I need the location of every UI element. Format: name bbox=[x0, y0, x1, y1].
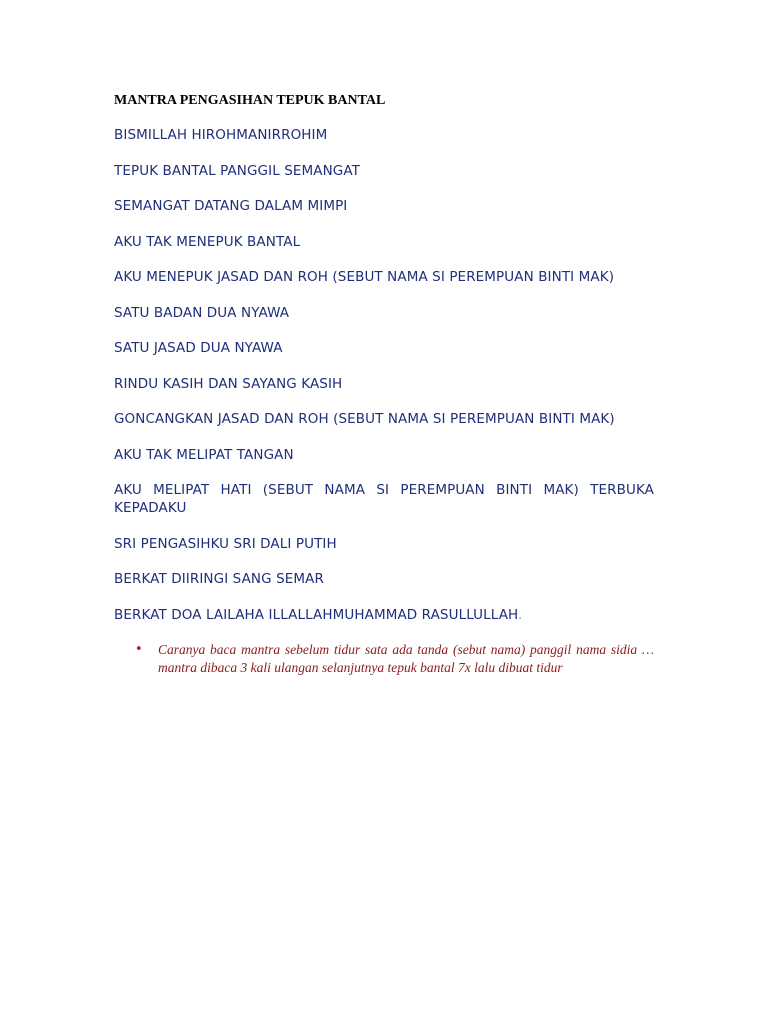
mantra-line: GONCANGKAN JASAD DAN ROH (SEBUT NAMA SI PEREMPUAN BINTI MAK) bbox=[114, 411, 615, 427]
mantra-line: TEPUK BANTAL PANGGIL SEMANGAT bbox=[114, 162, 360, 179]
mantra-line: SEMANGAT DATANG DALAM MIMPI bbox=[114, 198, 348, 214]
mantra-line: AKU TAK MENEPUK BANTAL bbox=[114, 233, 301, 250]
instruction-text: Caranya baca mantra sebelum tidur sata ada tanda (sebut nama) panggil nama sidia …mantra dibaca 3 kali ulangan selanjutnya tepuk bantal 7x lalu dibuat tidur bbox=[158, 642, 654, 675]
document-title: MANTRA PENGASIHAN TEPUK BANTAL bbox=[114, 93, 386, 108]
mantra-line: BERKAT DIIRINGI SANG SEMAR bbox=[114, 571, 324, 587]
instruction-item bbox=[135, 641, 654, 677]
mantra-line: AKU MELIPAT HATI (SEBUT NAMA SI PEREMPUAN BINTI MAK) TERBUKA KEPADAKU bbox=[114, 482, 654, 516]
mantra-line: AKU TAK MELIPAT TANGAN bbox=[114, 446, 294, 463]
mantra-last-line bbox=[114, 606, 654, 624]
instruction-list bbox=[114, 641, 654, 677]
last-line-rest: AT DOA LAILAHA ILLALLAHMUHAMMAD RASULLULLAH bbox=[150, 606, 519, 623]
mantra-line: SATU BADAN DUA NYAWA bbox=[114, 304, 290, 321]
mantra-line: AKU MENEPUK JASAD DAN ROH (SEBUT NAMA SI PEREMPUAN BINTI MAK) bbox=[114, 269, 615, 285]
mantra-line: BISMILLAH HIROHMANIRROHIM bbox=[114, 127, 328, 143]
last-line-end: . bbox=[518, 606, 523, 623]
last-line-prefix: BER bbox=[114, 606, 142, 623]
mantra-line: SATU JASAD DUA NYAWA bbox=[114, 340, 283, 356]
document-page bbox=[114, 92, 654, 677]
mantra-line: RINDU KASIH DAN SAYANG KASIH bbox=[114, 375, 343, 392]
mantra-line: SRI PENGASIHKU SRI DALI PUTIH bbox=[114, 535, 337, 552]
bullet-icon: • bbox=[135, 642, 143, 657]
last-line-highlight: K bbox=[141, 606, 151, 623]
